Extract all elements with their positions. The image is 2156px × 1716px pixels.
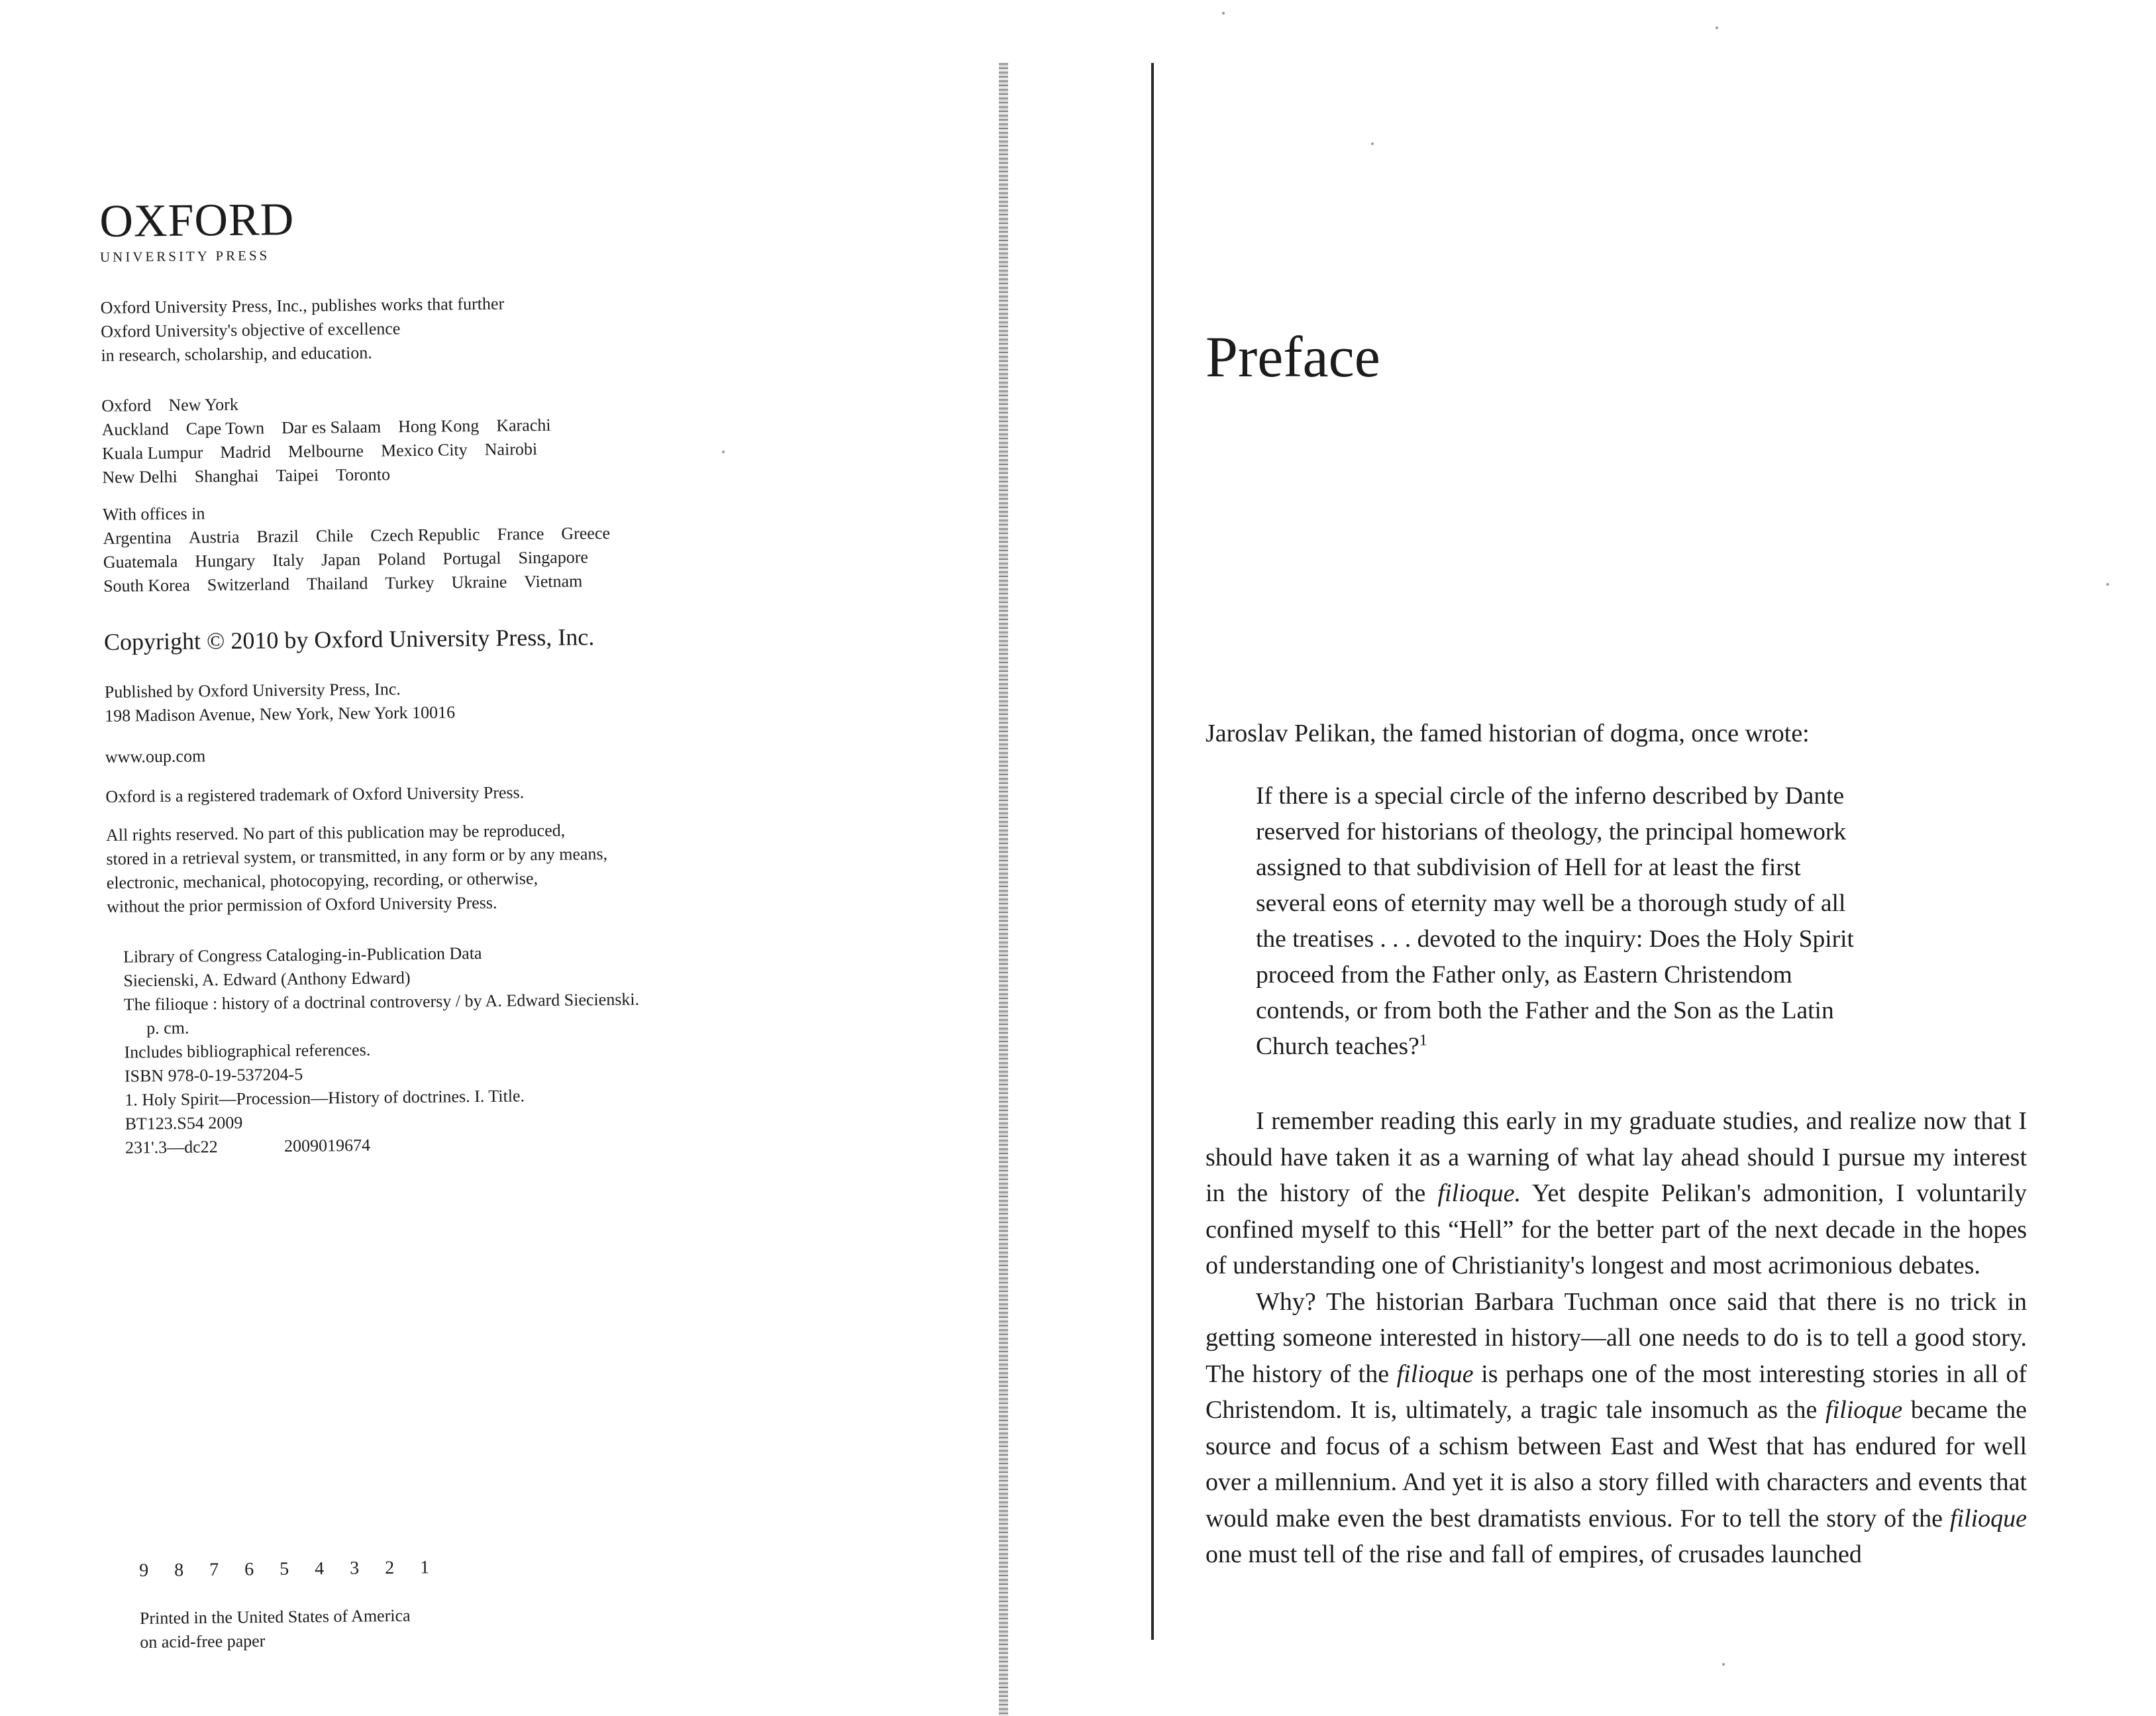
footnote-ref[interactable]: 1 [1419,1032,1427,1049]
preface-page [1206,325,2027,391]
publisher-logo [99,189,961,266]
office-list [103,494,964,598]
country: Ukraine [451,572,507,592]
city: Melbourne [287,441,364,462]
city: Dar es Salaam [281,417,382,438]
paragraph [1206,1103,2027,1284]
country: Greece [561,523,611,543]
logo-subtitle: UNIVERSITY PRESS [99,247,270,265]
city: Auckland [101,419,169,439]
page-edge-line [1151,63,1154,1640]
country: Turkey [385,572,435,593]
quote-line [1256,1029,1984,1065]
preface-title: Preface [1206,325,1380,390]
city: New Delhi [102,466,178,487]
scan-speck [722,451,725,453]
country: Argentina [103,527,172,548]
country: Poland [378,549,426,569]
cip-subject: 1. Holy Spirit—Procession—History of doctrines. I. Title. [125,1086,525,1110]
rights-notice [106,814,968,919]
mission-line: in research, scholarship, and education. [101,343,372,365]
city: Kuala Lumpur [101,443,203,463]
mission-statement [101,287,962,368]
book-gutter-shadow [999,63,1008,1716]
city: Hong Kong [398,416,480,437]
published-by [105,671,966,728]
cip-pages: p. cm. [146,1018,189,1038]
paragraph-text: is perhaps one of the most interesting stories in all of Christendom. It is, ultimately, a tragic tale insomuch as the [1206,1360,2027,1424]
quote-line: the treatises . . . devoted to the inquiry: Does the Holy Spirit [1256,926,1854,953]
paragraph-text: one must tell of the rise and fall of empires, of crusades launched [1206,1540,1862,1568]
printed-line: on acid-free paper [140,1631,266,1652]
italic-term: filioque [1825,1396,1903,1424]
website-link[interactable]: www.oup.com [105,746,206,767]
country: Vietnam [524,571,583,592]
country: Guatemala [103,551,178,572]
opening-sentence: Jaroslav Pelikan, the famed historian of dogma, once wrote: [1206,720,1810,747]
printing-info [139,1557,440,1654]
quote-line: several eons of eternity may well be a thorough study of all [1256,890,1846,917]
scan-speck [2106,583,2109,586]
block-quote [1256,778,1984,1065]
country: France [497,523,544,544]
country: Switzerland [207,574,290,595]
rights-line: All rights reserved. No part of this publication may be reproduced, [105,820,566,845]
paragraph-text: Why? The historian Barbara Tuchman once said that there is no trick in getting someone interested in history—all one needs to do is to tell a good story. The history of the [1206,1287,2027,1388]
printed-line: Printed in the United States of America [139,1605,411,1628]
quote-line: assigned to that subdivision of Hell for at least the first [1256,854,1801,881]
country: Czech Republic [370,525,480,545]
city: Toronto [335,464,391,485]
city: Cape Town [185,418,265,439]
logo-title: OXFORD [99,193,295,247]
city: New York [168,394,238,415]
printed-in [140,1603,441,1654]
city-list [101,385,963,490]
published-line: Published by Oxford University Press, Inc. [104,679,401,702]
cip-data [107,936,970,1160]
copyright-page [99,189,970,1160]
quote-line: proceed from the Father only, as Eastern Christendom [1256,961,1792,989]
rights-line: stored in a retrieval system, or transmitted, in any form or by any means, [106,844,608,869]
italic-term: filioque. [1437,1179,1521,1207]
scan-speck [1371,142,1374,145]
city: Shanghai [194,466,259,486]
country: Thailand [306,573,368,594]
scan-speck [1716,27,1718,29]
cip-notes: Includes bibliographical references. [124,1040,371,1062]
cip-call-number: BT123.S54 2009 [125,1112,243,1134]
mission-line: Oxford University's objective of excellence [100,319,401,341]
city: Oxford [101,396,152,415]
mission-line: Oxford University Press, Inc., publishes works that further [100,294,505,317]
quote-line: reserved for historians of theology, the principal homework [1256,818,1847,845]
rights-line: electronic, mechanical, photocopying, recording, or otherwise, [106,869,539,892]
city: Taipei [276,465,319,486]
print-line: 9 8 7 6 5 4 3 2 1 [139,1557,440,1581]
city: Nairobi [484,439,538,459]
quote-line-text: Church teaches? [1256,1033,1419,1060]
country: Singapore [518,547,589,568]
country: South Korea [103,575,190,596]
country: Hungary [195,551,256,571]
cip-heading: Library of Congress Cataloging-in-Publication Data [123,943,482,967]
country: Chile [315,526,354,546]
cip-dewey: 231'.3—dc22 [125,1137,218,1157]
paragraph [1206,1284,2027,1573]
country: Brazil [256,526,299,547]
cip-title: The filioque : history of a doctrinal controversy / by A. Edward Siecienski. [123,989,640,1014]
country: Italy [272,550,305,570]
city: Madrid [220,442,272,462]
paragraph-text: I remember reading this early in my graduate studies, and realize now that I should have taken it as a warning of what lay ahead should I pursue my interest in the history of the [1206,1107,2027,1207]
paragraph-text: Yet despite Pelikan's admonition, I voluntarily confined myself to this “Hell” for the better part of the next decade in the hopes of understanding one of Christianity's longest and most acrimonious debates. [1206,1179,2027,1279]
city: Karachi [496,415,551,435]
quote-line: If there is a special circle of the inferno described by Dante [1256,782,1845,810]
trademark-notice: Oxford is a registered trademark of Oxford University Press. [105,782,525,806]
offices-heading: With offices in [102,504,205,524]
city: Mexico City [380,440,468,460]
cip-author: Siecienski, A. Edward (Anthony Edward) [123,968,411,991]
country: Portugal [442,548,501,568]
preface-body [1206,1103,2027,1573]
country: Austria [188,527,240,547]
rights-line: without the prior permission of Oxford University Press. [107,892,497,916]
italic-term: filioque [1949,1504,2027,1532]
paragraph-text: became the source and focus of a schism between East and West that has endured for well over a millennium. And yet it is also a story filled with characters and events that would make even the best dramatists envious. For to tell the story of the [1206,1396,2027,1532]
published-line: 198 Madison Avenue, New York, New York 10016 [105,702,456,725]
cip-isbn: ISBN 978-0-19-537204-5 [124,1064,303,1086]
scan-speck [1722,1663,1725,1666]
italic-term: filioque [1396,1360,1474,1388]
cip-lccn: 2009019674 [283,1135,371,1156]
country: Japan [321,549,361,570]
scan-speck [1222,12,1225,15]
copyright-notice: Copyright © 2010 by Oxford University Press, Inc. [103,623,595,655]
quote-line: contends, or from both the Father and the Son as the Latin [1256,997,1834,1024]
